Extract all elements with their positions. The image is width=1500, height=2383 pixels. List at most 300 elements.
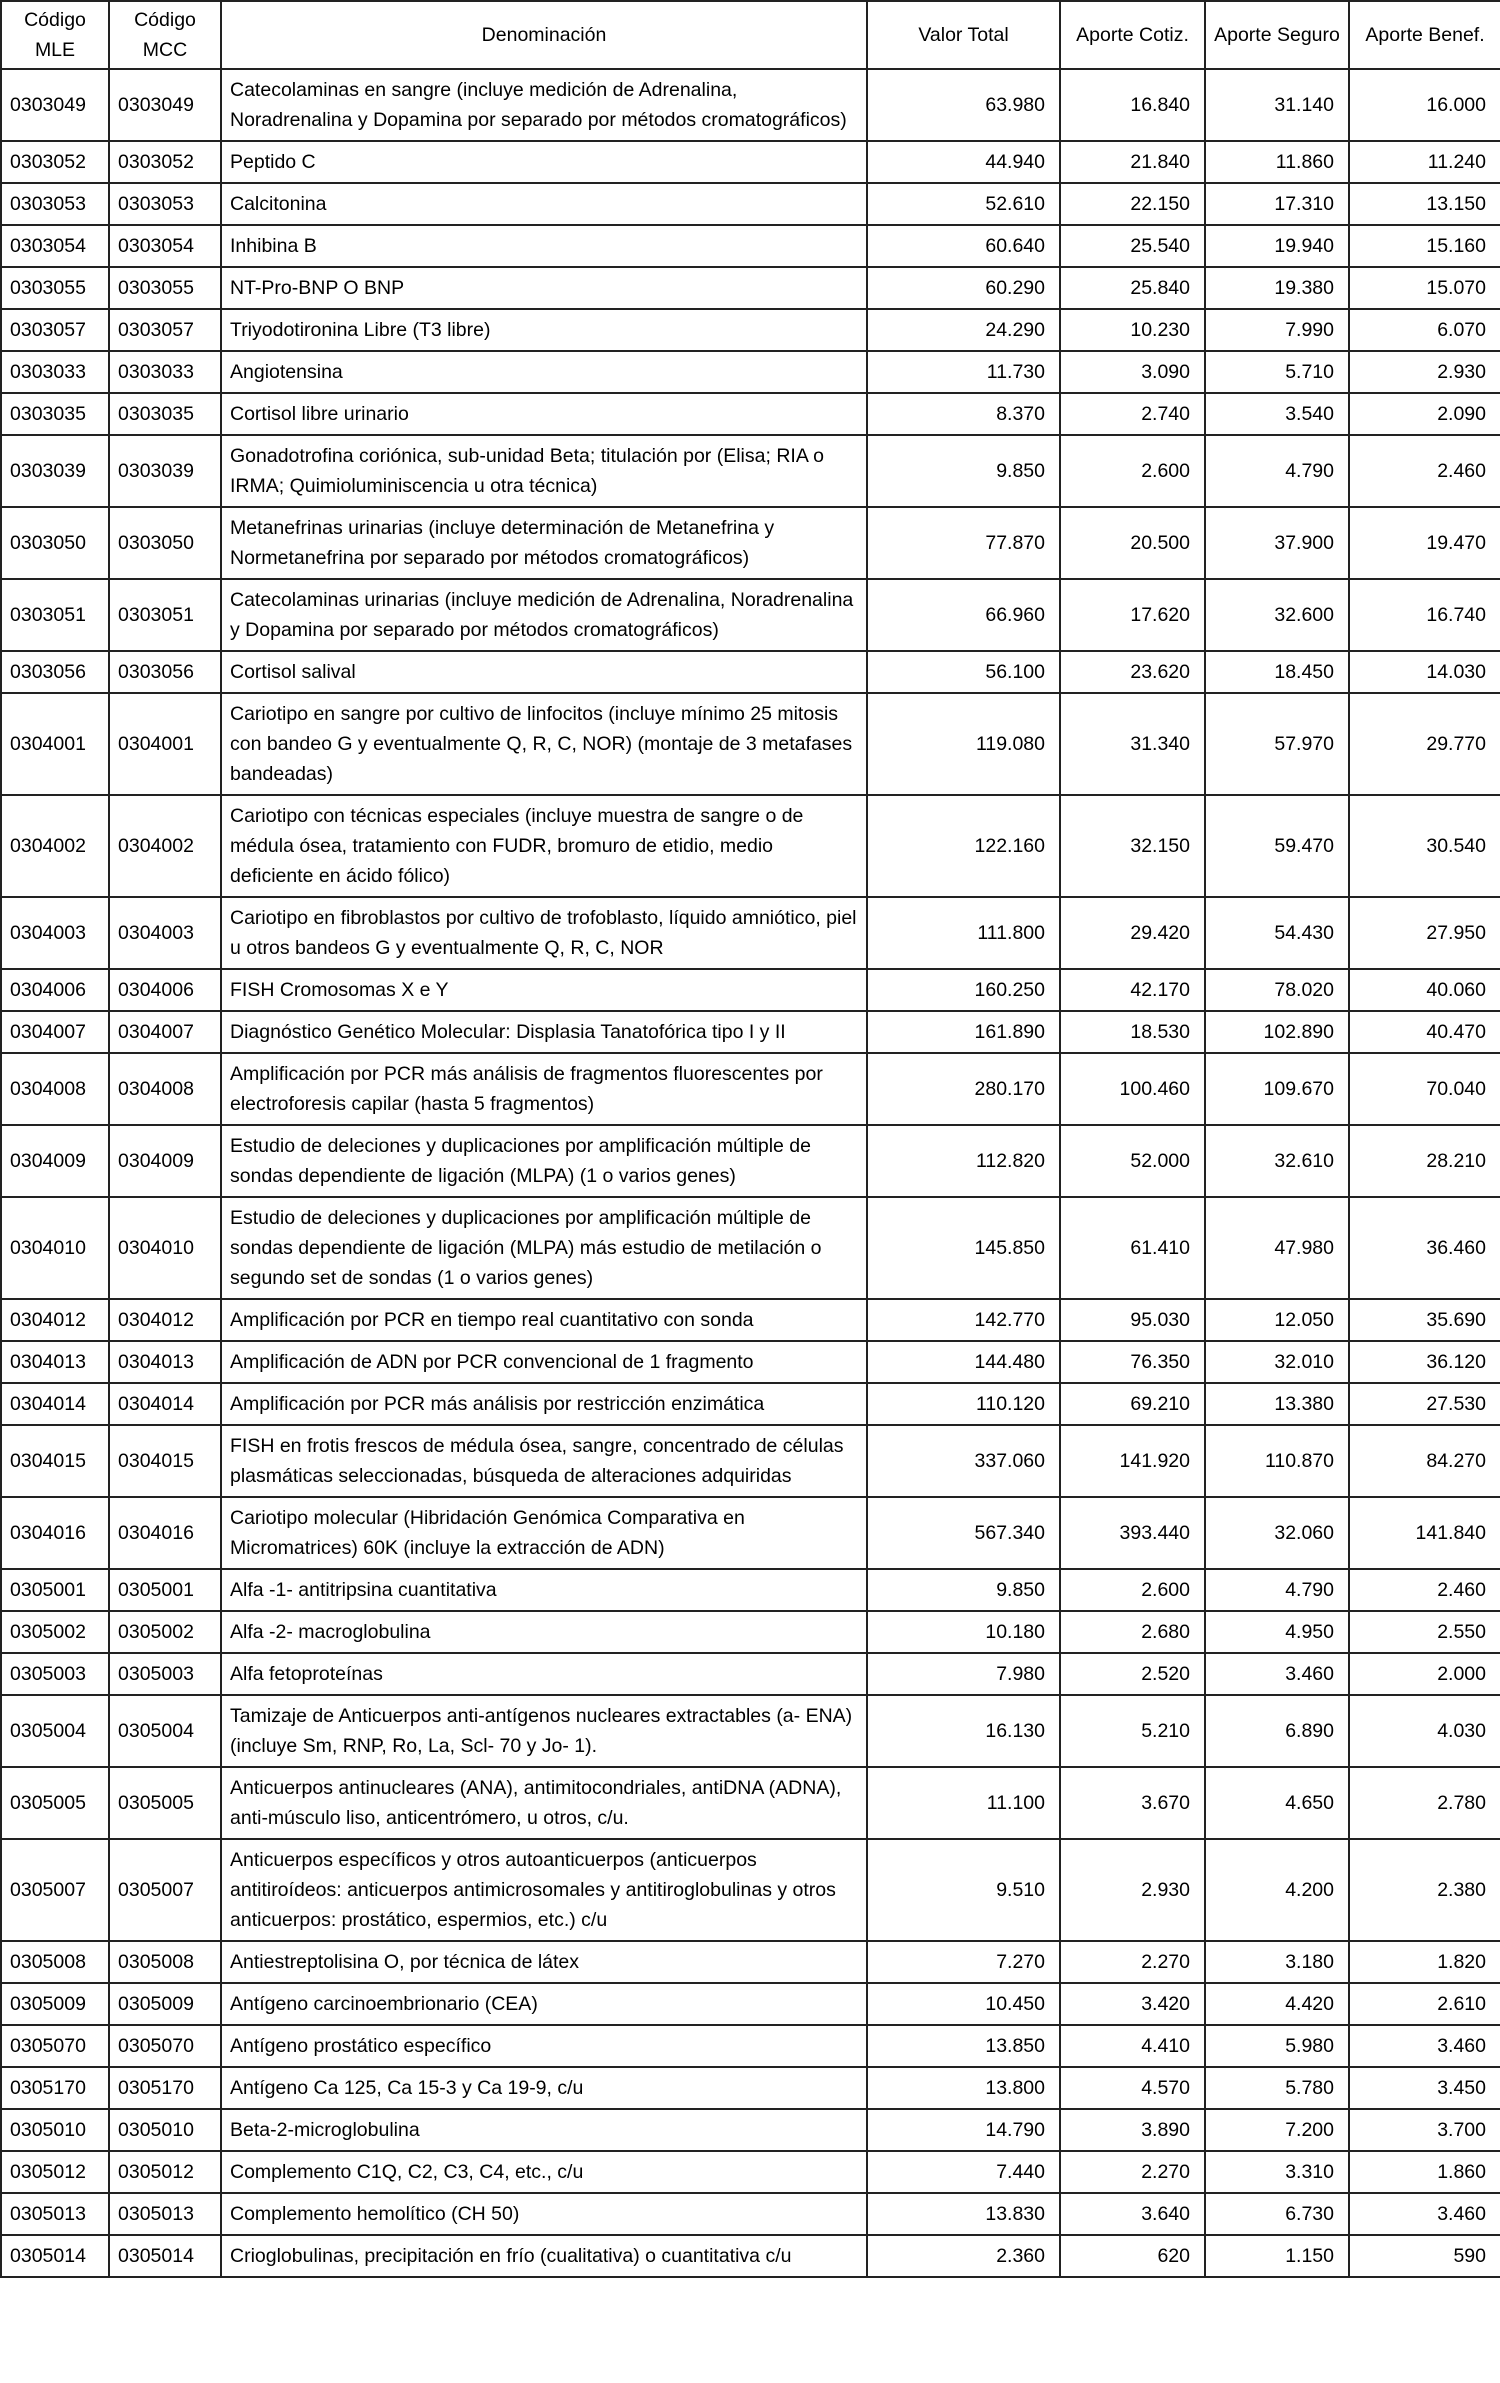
cell-aporte-cotiz: 2.600 bbox=[1060, 435, 1205, 507]
cell-aporte-benef: 1.820 bbox=[1349, 1941, 1500, 1983]
cell-aporte-cotiz: 5.210 bbox=[1060, 1695, 1205, 1767]
table-body bbox=[1, 69, 1500, 2277]
cell-denominacion: Amplificación por PCR más análisis por restricción enzimática bbox=[221, 1383, 867, 1425]
cell-codigo-mle: 0304003 bbox=[1, 897, 109, 969]
cell-denominacion: Antígeno Ca 125, Ca 15-3 y Ca 19-9, c/u bbox=[221, 2067, 867, 2109]
cell-valor-total: 11.730 bbox=[867, 351, 1060, 393]
cell-codigo-mle: 0305170 bbox=[1, 2067, 109, 2109]
table-row bbox=[1, 2151, 1500, 2193]
cell-denominacion: Beta-2-microglobulina bbox=[221, 2109, 867, 2151]
cell-valor-total: 56.100 bbox=[867, 651, 1060, 693]
cell-aporte-cotiz: 3.420 bbox=[1060, 1983, 1205, 2025]
table-row bbox=[1, 1653, 1500, 1695]
cell-codigo-mcc: 0305005 bbox=[109, 1767, 221, 1839]
cell-aporte-cotiz: 29.420 bbox=[1060, 897, 1205, 969]
cell-aporte-cotiz: 21.840 bbox=[1060, 141, 1205, 183]
cell-aporte-seguro: 7.990 bbox=[1205, 309, 1349, 351]
cell-codigo-mcc: 0303051 bbox=[109, 579, 221, 651]
header-valor-total: Valor Total bbox=[867, 1, 1060, 69]
cell-codigo-mle: 0305070 bbox=[1, 2025, 109, 2067]
header-codigo-mle: Código MLE bbox=[1, 1, 109, 69]
cell-codigo-mle: 0305012 bbox=[1, 2151, 109, 2193]
cell-aporte-cotiz: 620 bbox=[1060, 2235, 1205, 2277]
table-row bbox=[1, 393, 1500, 435]
table-row bbox=[1, 1569, 1500, 1611]
cell-denominacion: Amplificación por PCR más análisis de fragmentos fluorescentes por electroforesis capilar (hasta 5 fragmentos) bbox=[221, 1053, 867, 1125]
table-row bbox=[1, 1839, 1500, 1941]
cell-denominacion: Complemento hemolítico (CH 50) bbox=[221, 2193, 867, 2235]
cell-aporte-benef: 3.460 bbox=[1349, 2025, 1500, 2067]
cell-aporte-benef: 15.070 bbox=[1349, 267, 1500, 309]
cell-aporte-seguro: 3.310 bbox=[1205, 2151, 1349, 2193]
cell-codigo-mle: 0305007 bbox=[1, 1839, 109, 1941]
cell-valor-total: 7.270 bbox=[867, 1941, 1060, 1983]
cell-codigo-mle: 0304013 bbox=[1, 1341, 109, 1383]
cell-codigo-mle: 0304016 bbox=[1, 1497, 109, 1569]
cell-codigo-mcc: 0304002 bbox=[109, 795, 221, 897]
table-row bbox=[1, 1125, 1500, 1197]
cell-codigo-mle: 0303054 bbox=[1, 225, 109, 267]
table-row bbox=[1, 693, 1500, 795]
cell-valor-total: 567.340 bbox=[867, 1497, 1060, 1569]
cell-valor-total: 13.850 bbox=[867, 2025, 1060, 2067]
cell-codigo-mcc: 0304008 bbox=[109, 1053, 221, 1125]
cell-aporte-cotiz: 3.670 bbox=[1060, 1767, 1205, 1839]
cell-aporte-benef: 2.610 bbox=[1349, 1983, 1500, 2025]
cell-aporte-benef: 11.240 bbox=[1349, 141, 1500, 183]
cell-denominacion: Gonadotrofina coriónica, sub-unidad Beta; titulación por (Elisa; RIA o IRMA; Quimioluminiscencia u otra técnica) bbox=[221, 435, 867, 507]
cell-aporte-benef: 2.090 bbox=[1349, 393, 1500, 435]
cell-aporte-cotiz: 393.440 bbox=[1060, 1497, 1205, 1569]
cell-codigo-mcc: 0304003 bbox=[109, 897, 221, 969]
cell-codigo-mle: 0304008 bbox=[1, 1053, 109, 1125]
cell-codigo-mcc: 0305003 bbox=[109, 1653, 221, 1695]
cell-aporte-benef: 3.450 bbox=[1349, 2067, 1500, 2109]
table-row bbox=[1, 795, 1500, 897]
cell-denominacion: Alfa fetoproteínas bbox=[221, 1653, 867, 1695]
cell-aporte-seguro: 17.310 bbox=[1205, 183, 1349, 225]
cell-codigo-mcc: 0303055 bbox=[109, 267, 221, 309]
cell-valor-total: 44.940 bbox=[867, 141, 1060, 183]
cell-codigo-mle: 0303051 bbox=[1, 579, 109, 651]
cell-aporte-benef: 19.470 bbox=[1349, 507, 1500, 579]
cell-valor-total: 8.370 bbox=[867, 393, 1060, 435]
cell-codigo-mle: 0304012 bbox=[1, 1299, 109, 1341]
table-row bbox=[1, 2067, 1500, 2109]
cell-codigo-mle: 0305004 bbox=[1, 1695, 109, 1767]
cell-aporte-cotiz: 2.270 bbox=[1060, 2151, 1205, 2193]
header-denominacion: Denominación bbox=[221, 1, 867, 69]
cell-codigo-mcc: 0303039 bbox=[109, 435, 221, 507]
cell-denominacion: Cortisol salival bbox=[221, 651, 867, 693]
cell-codigo-mcc: 0304010 bbox=[109, 1197, 221, 1299]
cell-aporte-benef: 35.690 bbox=[1349, 1299, 1500, 1341]
cell-codigo-mle: 0303035 bbox=[1, 393, 109, 435]
cell-aporte-seguro: 19.940 bbox=[1205, 225, 1349, 267]
cell-aporte-cotiz: 20.500 bbox=[1060, 507, 1205, 579]
cell-valor-total: 13.800 bbox=[867, 2067, 1060, 2109]
table-row bbox=[1, 579, 1500, 651]
cell-codigo-mcc: 0303035 bbox=[109, 393, 221, 435]
cell-valor-total: 60.640 bbox=[867, 225, 1060, 267]
cell-aporte-benef: 1.860 bbox=[1349, 2151, 1500, 2193]
cell-aporte-cotiz: 2.740 bbox=[1060, 393, 1205, 435]
cell-valor-total: 13.830 bbox=[867, 2193, 1060, 2235]
table-row bbox=[1, 1197, 1500, 1299]
cell-aporte-benef: 40.470 bbox=[1349, 1011, 1500, 1053]
cell-aporte-benef: 36.460 bbox=[1349, 1197, 1500, 1299]
cell-valor-total: 160.250 bbox=[867, 969, 1060, 1011]
cell-aporte-cotiz: 2.600 bbox=[1060, 1569, 1205, 1611]
cell-aporte-seguro: 5.780 bbox=[1205, 2067, 1349, 2109]
cell-codigo-mcc: 0304013 bbox=[109, 1341, 221, 1383]
cell-aporte-benef: 590 bbox=[1349, 2235, 1500, 2277]
cell-denominacion: Antígeno carcinoembrionario (CEA) bbox=[221, 1983, 867, 2025]
cell-aporte-benef: 28.210 bbox=[1349, 1125, 1500, 1197]
cell-denominacion: FISH en frotis frescos de médula ósea, sangre, concentrado de células plasmáticas seleccionadas, búsqueda de alteraciones adquiridas bbox=[221, 1425, 867, 1497]
cell-denominacion: Calcitonina bbox=[221, 183, 867, 225]
table-row bbox=[1, 969, 1500, 1011]
cell-aporte-cotiz: 2.930 bbox=[1060, 1839, 1205, 1941]
cell-aporte-seguro: 5.980 bbox=[1205, 2025, 1349, 2067]
cell-aporte-cotiz: 2.680 bbox=[1060, 1611, 1205, 1653]
cell-codigo-mcc: 0304016 bbox=[109, 1497, 221, 1569]
cell-aporte-seguro: 5.710 bbox=[1205, 351, 1349, 393]
cell-valor-total: 119.080 bbox=[867, 693, 1060, 795]
cell-denominacion: Complemento C1Q, C2, C3, C4, etc., c/u bbox=[221, 2151, 867, 2193]
cell-aporte-benef: 15.160 bbox=[1349, 225, 1500, 267]
cell-valor-total: 9.850 bbox=[867, 1569, 1060, 1611]
cell-codigo-mcc: 0303050 bbox=[109, 507, 221, 579]
cell-aporte-seguro: 57.970 bbox=[1205, 693, 1349, 795]
cell-aporte-cotiz: 32.150 bbox=[1060, 795, 1205, 897]
header-aporte-cotiz: Aporte Cotiz. bbox=[1060, 1, 1205, 69]
cell-aporte-benef: 2.930 bbox=[1349, 351, 1500, 393]
cell-codigo-mle: 0303039 bbox=[1, 435, 109, 507]
cell-denominacion: Anticuerpos antinucleares (ANA), antimitocondriales, antiDNA (ADNA), anti-músculo liso, anticentrómero, u otros, c/u. bbox=[221, 1767, 867, 1839]
cell-valor-total: 161.890 bbox=[867, 1011, 1060, 1053]
cell-codigo-mcc: 0305001 bbox=[109, 1569, 221, 1611]
cell-valor-total: 112.820 bbox=[867, 1125, 1060, 1197]
cell-aporte-cotiz: 4.410 bbox=[1060, 2025, 1205, 2067]
table-row bbox=[1, 1497, 1500, 1569]
cell-aporte-cotiz: 23.620 bbox=[1060, 651, 1205, 693]
cell-aporte-cotiz: 69.210 bbox=[1060, 1383, 1205, 1425]
table-row bbox=[1, 897, 1500, 969]
table-row bbox=[1, 1011, 1500, 1053]
table-row bbox=[1, 1383, 1500, 1425]
cell-aporte-cotiz: 18.530 bbox=[1060, 1011, 1205, 1053]
cell-aporte-benef: 27.530 bbox=[1349, 1383, 1500, 1425]
table-row bbox=[1, 1611, 1500, 1653]
cell-denominacion: Anticuerpos específicos y otros autoanticuerpos (anticuerpos antitiroídeos: anticuerpos antimicrosomales y antitiroglobulinas y otros anticuerpos: prostático, espermios, etc.) c/u bbox=[221, 1839, 867, 1941]
cell-codigo-mle: 0304002 bbox=[1, 795, 109, 897]
table-row bbox=[1, 267, 1500, 309]
cell-aporte-seguro: 3.460 bbox=[1205, 1653, 1349, 1695]
cell-valor-total: 2.360 bbox=[867, 2235, 1060, 2277]
cell-denominacion: Estudio de deleciones y duplicaciones por amplificación múltiple de sondas dependiente de ligación (MLPA) (1 o varios genes) bbox=[221, 1125, 867, 1197]
cell-denominacion: Alfa -1- antitripsina cuantitativa bbox=[221, 1569, 867, 1611]
table-row bbox=[1, 69, 1500, 141]
table-row bbox=[1, 309, 1500, 351]
cell-valor-total: 9.510 bbox=[867, 1839, 1060, 1941]
cell-codigo-mle: 0305005 bbox=[1, 1767, 109, 1839]
cell-valor-total: 7.440 bbox=[867, 2151, 1060, 2193]
cell-denominacion: Angiotensina bbox=[221, 351, 867, 393]
cell-valor-total: 60.290 bbox=[867, 267, 1060, 309]
cell-aporte-cotiz: 25.840 bbox=[1060, 267, 1205, 309]
cell-codigo-mcc: 0305014 bbox=[109, 2235, 221, 2277]
cell-denominacion: Metanefrinas urinarias (incluye determinación de Metanefrina y Normetanefrina por separado por métodos cromatográficos) bbox=[221, 507, 867, 579]
cell-aporte-cotiz: 2.270 bbox=[1060, 1941, 1205, 1983]
cell-codigo-mcc: 0304009 bbox=[109, 1125, 221, 1197]
cell-aporte-cotiz: 16.840 bbox=[1060, 69, 1205, 141]
table-row bbox=[1, 2235, 1500, 2277]
cell-codigo-mle: 0305013 bbox=[1, 2193, 109, 2235]
cell-aporte-seguro: 32.060 bbox=[1205, 1497, 1349, 1569]
cell-aporte-cotiz: 100.460 bbox=[1060, 1053, 1205, 1125]
cell-aporte-benef: 141.840 bbox=[1349, 1497, 1500, 1569]
table-row bbox=[1, 1941, 1500, 1983]
cell-aporte-seguro: 47.980 bbox=[1205, 1197, 1349, 1299]
cell-valor-total: 7.980 bbox=[867, 1653, 1060, 1695]
cell-denominacion: NT-Pro-BNP O BNP bbox=[221, 267, 867, 309]
table-row bbox=[1, 1299, 1500, 1341]
cell-aporte-benef: 2.000 bbox=[1349, 1653, 1500, 1695]
cell-codigo-mle: 0303053 bbox=[1, 183, 109, 225]
table-row bbox=[1, 141, 1500, 183]
cell-denominacion: Tamizaje de Anticuerpos anti-antígenos nucleares extractables (a- ENA) (incluye Sm, RNP, Ro, La, Scl- 70 y Jo- 1). bbox=[221, 1695, 867, 1767]
cell-aporte-seguro: 31.140 bbox=[1205, 69, 1349, 141]
cell-aporte-seguro: 6.890 bbox=[1205, 1695, 1349, 1767]
cell-codigo-mcc: 0304006 bbox=[109, 969, 221, 1011]
cell-codigo-mle: 0304001 bbox=[1, 693, 109, 795]
cell-denominacion: Cariotipo en fibroblastos por cultivo de trofoblasto, líquido amniótico, piel u otros bandeos G y eventualmente Q, R, C, NOR bbox=[221, 897, 867, 969]
table-row bbox=[1, 1341, 1500, 1383]
cell-aporte-benef: 2.460 bbox=[1349, 1569, 1500, 1611]
cell-valor-total: 16.130 bbox=[867, 1695, 1060, 1767]
cell-valor-total: 145.850 bbox=[867, 1197, 1060, 1299]
cell-aporte-benef: 36.120 bbox=[1349, 1341, 1500, 1383]
cell-codigo-mle: 0304009 bbox=[1, 1125, 109, 1197]
cell-codigo-mle: 0304006 bbox=[1, 969, 109, 1011]
cell-codigo-mcc: 0303056 bbox=[109, 651, 221, 693]
cell-aporte-seguro: 7.200 bbox=[1205, 2109, 1349, 2151]
cell-codigo-mcc: 0304015 bbox=[109, 1425, 221, 1497]
cell-aporte-seguro: 12.050 bbox=[1205, 1299, 1349, 1341]
table-row bbox=[1, 2025, 1500, 2067]
table-row bbox=[1, 1767, 1500, 1839]
cell-aporte-cotiz: 25.540 bbox=[1060, 225, 1205, 267]
cell-aporte-cotiz: 52.000 bbox=[1060, 1125, 1205, 1197]
cell-denominacion: Cariotipo molecular (Hibridación Genómica Comparativa en Micromatrices) 60K (incluye la extracción de ADN) bbox=[221, 1497, 867, 1569]
cell-aporte-benef: 4.030 bbox=[1349, 1695, 1500, 1767]
cell-denominacion: Antígeno prostático específico bbox=[221, 2025, 867, 2067]
cell-codigo-mcc: 0305070 bbox=[109, 2025, 221, 2067]
cell-valor-total: 122.160 bbox=[867, 795, 1060, 897]
header-aporte-seguro: Aporte Seguro bbox=[1205, 1, 1349, 69]
cell-codigo-mle: 0303056 bbox=[1, 651, 109, 693]
cell-codigo-mcc: 0303033 bbox=[109, 351, 221, 393]
cell-valor-total: 142.770 bbox=[867, 1299, 1060, 1341]
cell-denominacion: Diagnóstico Genético Molecular: Displasia Tanatofórica tipo I y II bbox=[221, 1011, 867, 1053]
cell-aporte-seguro: 4.790 bbox=[1205, 1569, 1349, 1611]
cell-aporte-seguro: 32.600 bbox=[1205, 579, 1349, 651]
cell-aporte-seguro: 54.430 bbox=[1205, 897, 1349, 969]
header-aporte-benef: Aporte Benef. bbox=[1349, 1, 1500, 69]
cell-aporte-seguro: 4.420 bbox=[1205, 1983, 1349, 2025]
cell-valor-total: 280.170 bbox=[867, 1053, 1060, 1125]
cell-aporte-benef: 13.150 bbox=[1349, 183, 1500, 225]
cell-aporte-seguro: 6.730 bbox=[1205, 2193, 1349, 2235]
cell-denominacion: Triyodotironina Libre (T3 libre) bbox=[221, 309, 867, 351]
cell-aporte-seguro: 1.150 bbox=[1205, 2235, 1349, 2277]
cell-denominacion: Cortisol libre urinario bbox=[221, 393, 867, 435]
cell-denominacion: Antiestreptolisina O, por técnica de látex bbox=[221, 1941, 867, 1983]
cell-codigo-mcc: 0304007 bbox=[109, 1011, 221, 1053]
cell-codigo-mcc: 0303054 bbox=[109, 225, 221, 267]
cell-codigo-mle: 0305010 bbox=[1, 2109, 109, 2151]
cell-aporte-seguro: 102.890 bbox=[1205, 1011, 1349, 1053]
cell-valor-total: 10.180 bbox=[867, 1611, 1060, 1653]
cell-codigo-mcc: 0305013 bbox=[109, 2193, 221, 2235]
cell-valor-total: 63.980 bbox=[867, 69, 1060, 141]
cell-aporte-benef: 2.550 bbox=[1349, 1611, 1500, 1653]
cell-codigo-mcc: 0305002 bbox=[109, 1611, 221, 1653]
cell-aporte-cotiz: 22.150 bbox=[1060, 183, 1205, 225]
cell-denominacion: Catecolaminas en sangre (incluye medición de Adrenalina, Noradrenalina y Dopamina por separado por métodos cromatográficos) bbox=[221, 69, 867, 141]
cell-codigo-mcc: 0303052 bbox=[109, 141, 221, 183]
cell-codigo-mle: 0304010 bbox=[1, 1197, 109, 1299]
cell-denominacion: Peptido C bbox=[221, 141, 867, 183]
cell-aporte-seguro: 109.670 bbox=[1205, 1053, 1349, 1125]
cell-codigo-mle: 0304015 bbox=[1, 1425, 109, 1497]
cell-codigo-mcc: 0305010 bbox=[109, 2109, 221, 2151]
cell-aporte-seguro: 18.450 bbox=[1205, 651, 1349, 693]
cell-aporte-cotiz: 10.230 bbox=[1060, 309, 1205, 351]
cell-codigo-mle: 0305001 bbox=[1, 1569, 109, 1611]
cell-denominacion: Crioglobulinas, precipitación en frío (cualitativa) o cuantitativa c/u bbox=[221, 2235, 867, 2277]
cell-codigo-mle: 0303057 bbox=[1, 309, 109, 351]
cell-aporte-benef: 2.380 bbox=[1349, 1839, 1500, 1941]
cell-aporte-benef: 27.950 bbox=[1349, 897, 1500, 969]
cell-valor-total: 77.870 bbox=[867, 507, 1060, 579]
cell-codigo-mle: 0304014 bbox=[1, 1383, 109, 1425]
cell-aporte-seguro: 78.020 bbox=[1205, 969, 1349, 1011]
header-row bbox=[1, 1, 1500, 69]
cell-aporte-benef: 3.460 bbox=[1349, 2193, 1500, 2235]
cell-aporte-cotiz: 95.030 bbox=[1060, 1299, 1205, 1341]
cell-aporte-benef: 84.270 bbox=[1349, 1425, 1500, 1497]
table-row bbox=[1, 1053, 1500, 1125]
cell-codigo-mcc: 0303057 bbox=[109, 309, 221, 351]
cell-denominacion: Alfa -2- macroglobulina bbox=[221, 1611, 867, 1653]
cell-aporte-seguro: 3.540 bbox=[1205, 393, 1349, 435]
cell-valor-total: 111.800 bbox=[867, 897, 1060, 969]
cell-denominacion: Inhibina B bbox=[221, 225, 867, 267]
cell-aporte-benef: 2.460 bbox=[1349, 435, 1500, 507]
cell-aporte-benef: 29.770 bbox=[1349, 693, 1500, 795]
cell-codigo-mle: 0305002 bbox=[1, 1611, 109, 1653]
cell-codigo-mle: 0303049 bbox=[1, 69, 109, 141]
table-row bbox=[1, 507, 1500, 579]
cell-aporte-seguro: 32.010 bbox=[1205, 1341, 1349, 1383]
cell-aporte-seguro: 19.380 bbox=[1205, 267, 1349, 309]
cell-codigo-mle: 0305014 bbox=[1, 2235, 109, 2277]
cell-codigo-mcc: 0305170 bbox=[109, 2067, 221, 2109]
table-row bbox=[1, 183, 1500, 225]
cell-aporte-benef: 6.070 bbox=[1349, 309, 1500, 351]
cell-valor-total: 14.790 bbox=[867, 2109, 1060, 2151]
cell-denominacion: Estudio de deleciones y duplicaciones por amplificación múltiple de sondas dependiente de ligación (MLPA) más estudio de metilación o segundo set de sondas (1 o varios genes) bbox=[221, 1197, 867, 1299]
cell-codigo-mcc: 0305009 bbox=[109, 1983, 221, 2025]
cell-aporte-seguro: 110.870 bbox=[1205, 1425, 1349, 1497]
cell-valor-total: 11.100 bbox=[867, 1767, 1060, 1839]
cell-aporte-cotiz: 3.090 bbox=[1060, 351, 1205, 393]
table-row bbox=[1, 225, 1500, 267]
cell-aporte-seguro: 32.610 bbox=[1205, 1125, 1349, 1197]
cell-codigo-mcc: 0305007 bbox=[109, 1839, 221, 1941]
table-row bbox=[1, 2109, 1500, 2151]
cell-denominacion: FISH Cromosomas X e Y bbox=[221, 969, 867, 1011]
table-row bbox=[1, 435, 1500, 507]
cell-aporte-cotiz: 141.920 bbox=[1060, 1425, 1205, 1497]
cell-denominacion: Catecolaminas urinarias (incluye medición de Adrenalina, Noradrenalina y Dopamina por separado por métodos cromatográficos) bbox=[221, 579, 867, 651]
cell-aporte-benef: 16.740 bbox=[1349, 579, 1500, 651]
cell-valor-total: 110.120 bbox=[867, 1383, 1060, 1425]
cell-aporte-seguro: 59.470 bbox=[1205, 795, 1349, 897]
table-row bbox=[1, 1983, 1500, 2025]
cell-codigo-mle: 0303052 bbox=[1, 141, 109, 183]
cell-aporte-seguro: 11.860 bbox=[1205, 141, 1349, 183]
cell-aporte-cotiz: 61.410 bbox=[1060, 1197, 1205, 1299]
cell-aporte-seguro: 37.900 bbox=[1205, 507, 1349, 579]
table-row bbox=[1, 2193, 1500, 2235]
cell-aporte-cotiz: 3.640 bbox=[1060, 2193, 1205, 2235]
cell-aporte-cotiz: 31.340 bbox=[1060, 693, 1205, 795]
cell-codigo-mcc: 0304012 bbox=[109, 1299, 221, 1341]
cell-valor-total: 10.450 bbox=[867, 1983, 1060, 2025]
cell-aporte-seguro: 4.950 bbox=[1205, 1611, 1349, 1653]
cell-codigo-mcc: 0305008 bbox=[109, 1941, 221, 1983]
cell-denominacion: Cariotipo con técnicas especiales (incluye muestra de sangre o de médula ósea, tratamiento con FUDR, bromuro de etidio, medio deficiente en ácido fólico) bbox=[221, 795, 867, 897]
cell-codigo-mle: 0305003 bbox=[1, 1653, 109, 1695]
cell-codigo-mcc: 0305004 bbox=[109, 1695, 221, 1767]
cell-aporte-cotiz: 2.520 bbox=[1060, 1653, 1205, 1695]
table-row bbox=[1, 651, 1500, 693]
cell-valor-total: 9.850 bbox=[867, 435, 1060, 507]
cell-valor-total: 24.290 bbox=[867, 309, 1060, 351]
cell-denominacion: Amplificación de ADN por PCR convencional de 1 fragmento bbox=[221, 1341, 867, 1383]
cell-aporte-benef: 16.000 bbox=[1349, 69, 1500, 141]
cell-aporte-benef: 40.060 bbox=[1349, 969, 1500, 1011]
cell-codigo-mcc: 0305012 bbox=[109, 2151, 221, 2193]
cell-codigo-mle: 0303050 bbox=[1, 507, 109, 579]
table-row bbox=[1, 1425, 1500, 1497]
cell-aporte-cotiz: 17.620 bbox=[1060, 579, 1205, 651]
cell-aporte-benef: 30.540 bbox=[1349, 795, 1500, 897]
cell-valor-total: 52.610 bbox=[867, 183, 1060, 225]
table-row bbox=[1, 351, 1500, 393]
cell-aporte-benef: 2.780 bbox=[1349, 1767, 1500, 1839]
cell-codigo-mcc: 0304001 bbox=[109, 693, 221, 795]
cell-aporte-benef: 70.040 bbox=[1349, 1053, 1500, 1125]
cell-aporte-cotiz: 4.570 bbox=[1060, 2067, 1205, 2109]
cell-aporte-cotiz: 76.350 bbox=[1060, 1341, 1205, 1383]
cell-valor-total: 66.960 bbox=[867, 579, 1060, 651]
cell-valor-total: 337.060 bbox=[867, 1425, 1060, 1497]
table-row bbox=[1, 1695, 1500, 1767]
